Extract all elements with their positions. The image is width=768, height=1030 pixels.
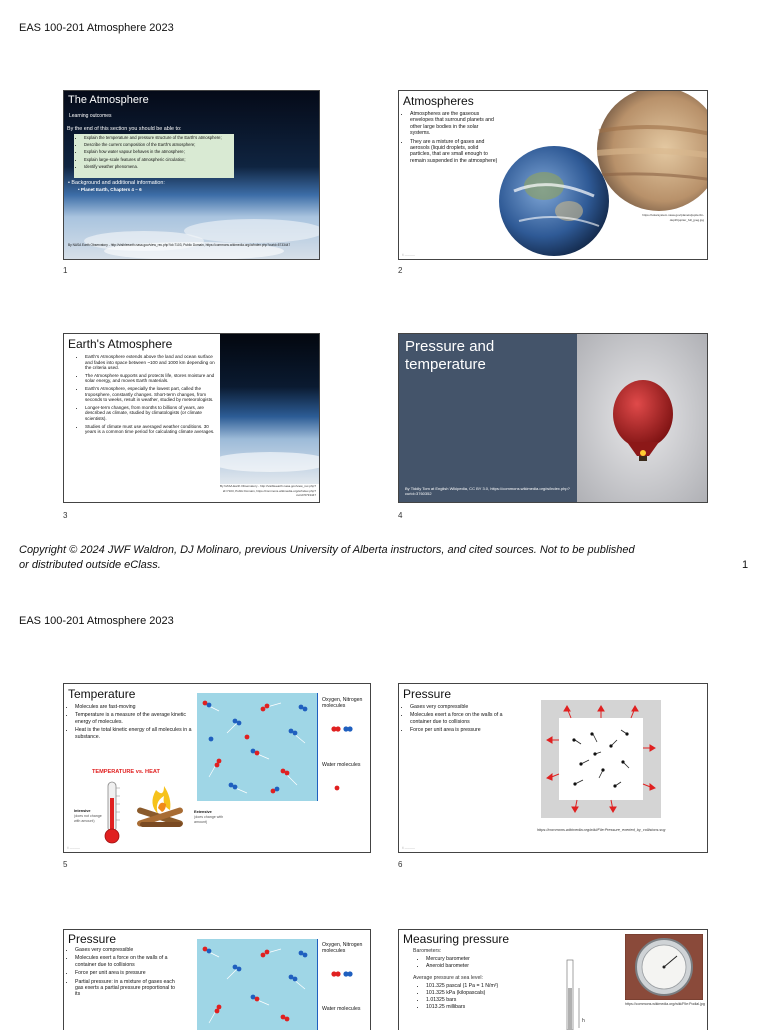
pressure-value: • 101.325 pascal (1 Pa = 1 N/m²) [426,983,549,989]
slide-title: Earth's Atmosphere [68,337,173,351]
svg-text:h: h [582,1018,585,1024]
bullet-item: • Earth's Atmosphere extends above the land and ocean surface and fades into space between ~100 and 1000 km depending on the criteria used. [85,354,220,371]
slide-4 [398,333,708,503]
bullet-item: • Gases very compressible [410,704,513,710]
slide-2 [398,90,708,260]
slide-intro: By the end of this section you should be able to: [67,126,182,132]
slide-5 [63,683,371,853]
slide-number: 3 [63,511,68,520]
photo-credit: By NASA Earth Observatory - http://visibleearth.nasa.gov/view_rec.php?id=7103, Public Domain, https://commons.wikimedia.org/w/index.php?curid=5733447 [68,243,291,247]
copyright-notice: Copyright © 2024 JWF Waldron, DJ Molinaro, previous University of Alberta instructors, and cited sources. Not to be published or distributed outside eClass. [19,544,635,571]
slide-title: The Atmosphere [68,94,149,106]
extensive-label: Extensive [194,810,212,814]
slide-title: Pressure [403,687,452,701]
outcome-item: • Explain how water vapour behaves in the atmosphere; [84,149,234,154]
slide-3 [63,333,320,503]
outcome-item: • Describe the current composition of the Earth's atmosphere; [84,142,234,147]
page-number: 1 [742,559,749,571]
extensive-note: (does change with amount) [194,815,224,824]
bullet-item: • Earth's Atmosphere, especially the lowest part, called the troposphere, constantly changes. Short-term changes, from seconds to weeks, result in weather, studied by meteorologists. [85,386,220,403]
nitrogen-molecule-icon [329,724,355,734]
slide-subtitle: Learning outcomes [69,113,112,119]
slide-title: Measuring pressure [403,932,510,946]
molecule-box-diagram [197,693,317,801]
bullet-item: • Partial pressure: in a mixture of gases each gas exerts a partial pressure proportional to its [75,979,178,998]
bullet-item: • Longer-term changes, from months to billions of years, are described as climate, studied by climatologists (or climate scientists). [85,405,220,422]
slide-bullets [78,354,220,437]
slide-number: 2 [398,266,403,275]
pressure-value: • 1.01325 bars [426,997,549,1003]
earth-limb-photo [220,334,319,502]
image-credit: https://commons.wikimedia.org/wiki/File:Pressure_exerted_by_collisions.svg [537,828,666,832]
slide-number: 1 [63,266,68,275]
legend-oxygen-nitrogen: Oxygen, Nitrogen molecules [322,942,363,955]
bullet-item: • Atmospheres are the gaseous envelopes that surround planets and other large bodies in the solar systems. [410,111,499,137]
slide-title: Pressure and temperature [405,338,495,373]
slide-footer: © ———— [67,847,81,850]
hot-air-balloon-photo [577,334,707,502]
slide-number: 5 [63,860,68,869]
slide-title: Pressure [68,932,117,946]
aneroid-barometer-photo [625,934,703,1000]
bullet-item: • Molecules exert a force on the walls of a container due to collisions [75,955,178,968]
slide-8 [398,929,708,1030]
photo-credit: By NASA Earth Observatory - http://visibleearth.nasa.gov/view_rec.php?id=7103, Public Domain, https://commons.wikimedia.org/w/index.php?curid=5733447 [219,484,316,498]
barometer-list [419,956,539,971]
bullet-item: • Temperature is a measure of the average kinetic energy of molecules. [75,712,194,725]
slide-bullets [403,704,513,736]
intensive-note: (does not change with amount) [74,814,102,823]
legend-water: Water molecules [322,762,361,768]
legend-divider [317,939,318,1030]
slide-number: 6 [398,860,403,869]
photo-credit: By Tiddly Tom at English Wikipedia, CC BY 3.0, https://commons.wikimedia.org/w/index.php?curid=3760352 [405,486,570,496]
page-header: EAS 100-201 Atmosphere 2023 [19,615,174,627]
outcomes-list [76,134,234,171]
outcome-item: • Explain large-scale features of atmospheric circulation; [84,157,234,162]
slide-footer: © ———— [402,254,416,257]
molecule-box-diagram [197,939,317,1030]
pressure-value: • 101.325 kPa (kilopascals) [426,990,549,996]
bullet-item: • Force per unit area is pressure [410,727,513,733]
nitrogen-molecule-icon [329,969,355,979]
water-molecule-icon [333,784,341,792]
bullet-item: • Gases very compressible [75,947,178,953]
image-credit: https://commons.wikimedia.org/wiki/File:Podial.jpg [625,1002,705,1006]
pressure-collisions-diagram [541,700,661,818]
slide-footer: © ———— [402,847,416,850]
intensive-label: Intensive [74,809,91,813]
bullet-item: • The Atmosphere supports and protects life, stores moisture and solar energy, and moves Earth materials. [85,373,220,384]
pressure-value: • 1013.25 millibars [426,1004,549,1010]
outcome-item: • Identify weather phenomena. [84,164,234,169]
bullet-item: • Molecules are fast-moving [75,704,194,710]
page-header: EAS 100-201 Atmosphere 2023 [19,22,174,34]
sea-level-list [419,983,549,1011]
slide-1 [63,90,320,260]
slide-title: Temperature [68,687,136,701]
barometer-item: • Aneroid barometer [426,963,539,969]
slide-title: Atmospheres [403,94,474,108]
bullet-item: • They are a mixture of gases and aerosols (liquid droplets, solid particles, that are small enough to remain suspended in the atmosphere) [410,139,499,165]
reading-reference: • Planet Earth, Chapters 4 – 6 [78,187,142,192]
bullet-item: • Molecules exert a force on the walls of a container due to collisions [410,712,513,725]
slide-bullets [403,111,499,166]
barometer-item: • Mercury barometer [426,956,539,962]
slide-6 [398,683,708,853]
slide-bullets [68,947,178,1000]
legend-water: Water molecules [322,1006,361,1012]
slide-7 [63,929,371,1030]
sea-level-label: Average pressure at sea level: [413,975,483,981]
jupiter-earth-image [499,91,707,259]
legend-oxygen-nitrogen: Oxygen, Nitrogen molecules [322,697,363,710]
mercury-barometer-diagram [559,958,599,1030]
bullet-item: • Heat is the total kinetic energy of all molecules in a substance. [75,727,194,740]
image-credit: https://solarsystem.nasa.gov/planets/jupiter/in-depth/jupiter_full_jpeg.jpg [642,213,704,222]
barometers-label: Barometers: [413,948,442,954]
outcome-item: • Explain the temperature and pressure structure of the Earth's atmosphere; [84,135,234,140]
legend-divider [317,693,318,801]
background-label: • Background and additional information: [68,180,165,186]
temperature-vs-heat: TEMPERATURE vs. HEAT [92,769,160,775]
bullet-item: • Force per unit area is pressure [75,970,178,976]
slide-number: 4 [398,511,403,520]
slide-bullets [68,704,194,742]
bullet-item: • Studies of climate must use averaged weather conditions. 30 years is a common time period for calculating climate averages. [85,424,220,435]
